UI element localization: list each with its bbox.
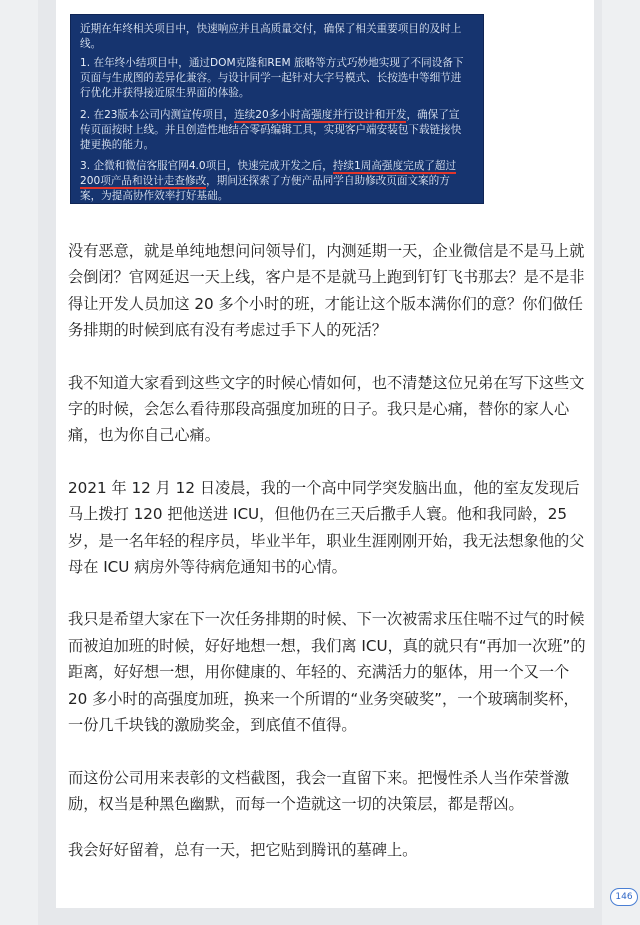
- article-body: [68, 238, 588, 890]
- highlight-underline: 持续1周高强度完成了超过200项产品和设计走查修改: [80, 160, 457, 187]
- article-paragraph: 我不知道大家看到这些文字的时候心情如何，也不清楚这位兄弟在写下这些文字的时候，会怎么看待那段高强度加班的日子。我只是心痛，替你的家人心痛，也为你自己心痛。: [68, 373, 585, 445]
- document-screenshot-image: [70, 14, 484, 204]
- article-paragraph: 没有恶意，就是单纯地想问问领导们，内测延期一天，企业微信是不是马上就会倒闭？官网延迟一天上线，客户是不是就马上跑到钉钉飞书那去？是不是非得让开发人员加这 20 多个小时的班，才能让这个版本满你们的意？你们做任务排期的时候到底有没有考虑过手下人的死活？: [68, 242, 585, 340]
- count-badge[interactable]: 146: [610, 888, 638, 906]
- article-paragraph: 我会好好留着，总有一天，把它贴到腾讯的墓碑上。: [68, 841, 418, 860]
- post-card: [56, 0, 594, 908]
- article-paragraph: 2021 年 12 月 12 日凌晨，我的一个高中同学突发脑出血，他的室友发现后马上拨打 120 把他送进 ICU，但他仍在三天后撒手人寰。他和我同龄，25 岁，是一名年轻的程序员，毕业半年，职业生涯刚刚开始，我无法想象他的父母在 ICU 病房外等待病危通知书的心情。: [68, 478, 585, 577]
- image-paragraph-3: 2. 在23版本公司内测宣传项目，连续20多小时高强度并行设计和开发，确保了宣传页面按时上线。并且创造性地结合零码编辑工具，实现客户端安装包下载链接快捷更换的能力。: [80, 109, 462, 151]
- article-paragraph: 我只是希望大家在下一次任务排期的时候、下一次被需求压住喘不过气的时候而被迫加班的时候，好好地想一想，我们离 ICU，真的就只有“再加一次班”的距离，好好想一想，用你健康的、年轻的、充满活力的躯体，用一个又一个 20 多小时的高强度加班，换来一个所谓的“业务突破奖”，一个玻璃制奖杯，一份几千块钱的激励奖金，到底值不值得。: [68, 610, 586, 735]
- image-paragraph-4: 3. 企微和微信客服官网4.0项目，快速完成开发之后，持续1周高强度完成了超过200项产品和设计走查修改，期间还探索了方便产品同学自助修改页面文案的方案，为提高协作效率打好基础。: [80, 160, 457, 202]
- image-paragraph-2: 1. 在年终小结项目中，通过DOM克隆和REM 旅略等方式巧妙地实现了不同设备下页面与生成图的差异化兼容。与设计同学一起针对大字号模式、长按选中等细节进行优化并获得接近原生界面的体验。: [80, 57, 464, 99]
- image-paragraph-1: 近期在年终相关项目中，快速响应并且高质量交付，确保了相关重要项目的及时上线。: [80, 23, 462, 50]
- article-paragraph: 而这份公司用来表彰的文档截图，我会一直留下来。把慢性杀人当作荣誉激励，权当是种黑色幽默，而每一个造就这一切的决策层，都是帮凶。: [68, 768, 570, 813]
- highlight-underline: 连续20多小时高强度并行设计和开发: [234, 109, 407, 121]
